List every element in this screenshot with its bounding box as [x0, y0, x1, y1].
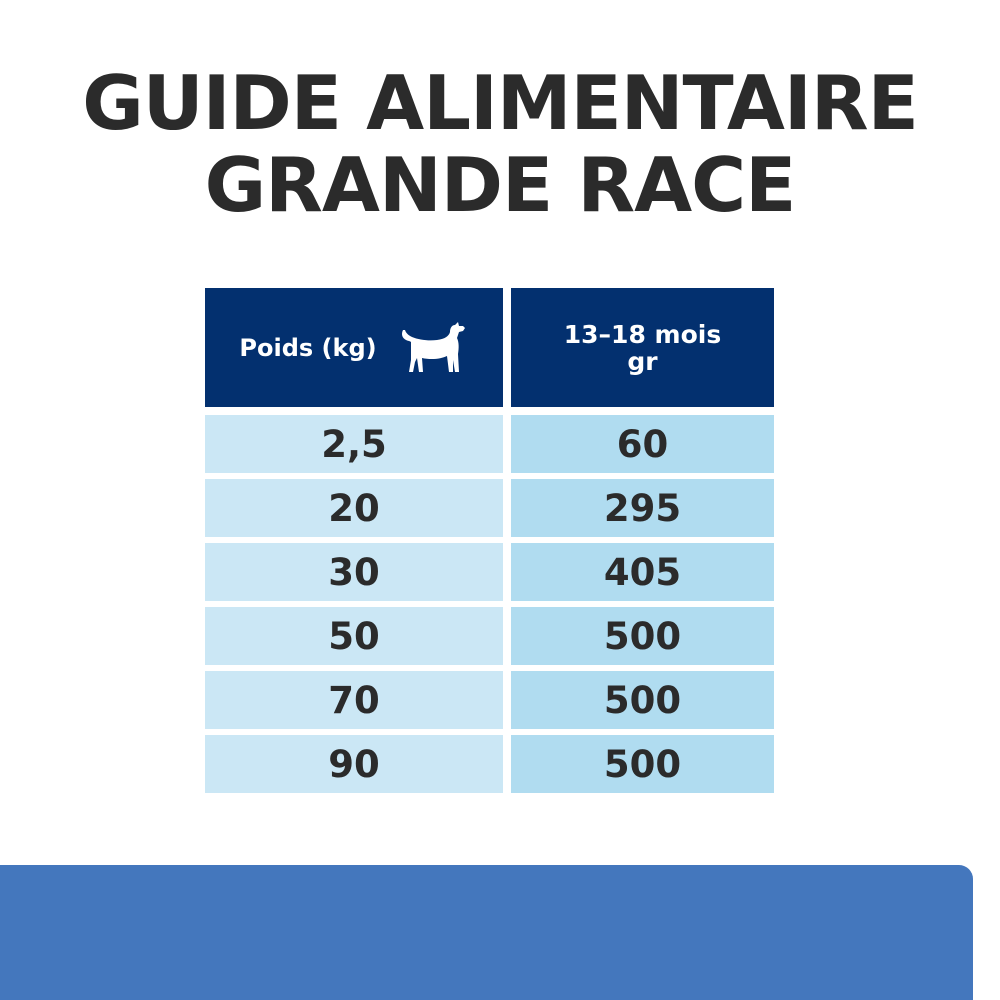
weight-header-label: Poids (kg) [239, 333, 377, 362]
weight-cell: 50 [205, 607, 503, 665]
table-row [205, 543, 774, 601]
amount-cell: 500 [511, 735, 774, 793]
amount-cell: 405 [511, 543, 774, 601]
feeding-table [205, 288, 774, 799]
table-row [205, 671, 774, 729]
amount-header-unit: gr [627, 346, 658, 376]
title-line-2: GRANDE RACE [204, 141, 796, 229]
amount-cell: 295 [511, 479, 774, 537]
title-line-1: GUIDE ALIMENTAIRE [82, 59, 918, 147]
weight-column-header [205, 288, 503, 407]
weight-cell: 2,5 [205, 415, 503, 473]
weight-cell: 20 [205, 479, 503, 537]
amount-cell: 60 [511, 415, 774, 473]
table-row [205, 735, 774, 793]
amount-column-header [511, 288, 774, 407]
table-header-row [205, 288, 774, 407]
weight-cell: 70 [205, 671, 503, 729]
page-title [0, 59, 1000, 229]
table-row [205, 607, 774, 665]
amount-cell: 500 [511, 671, 774, 729]
amount-cell: 500 [511, 607, 774, 665]
weight-cell: 90 [205, 735, 503, 793]
table-row [205, 479, 774, 537]
weight-cell: 30 [205, 543, 503, 601]
dog-icon [397, 320, 469, 376]
table-row [205, 415, 774, 473]
amount-header-age: 13–18 mois [563, 319, 722, 349]
bottom-color-band [0, 865, 973, 1000]
